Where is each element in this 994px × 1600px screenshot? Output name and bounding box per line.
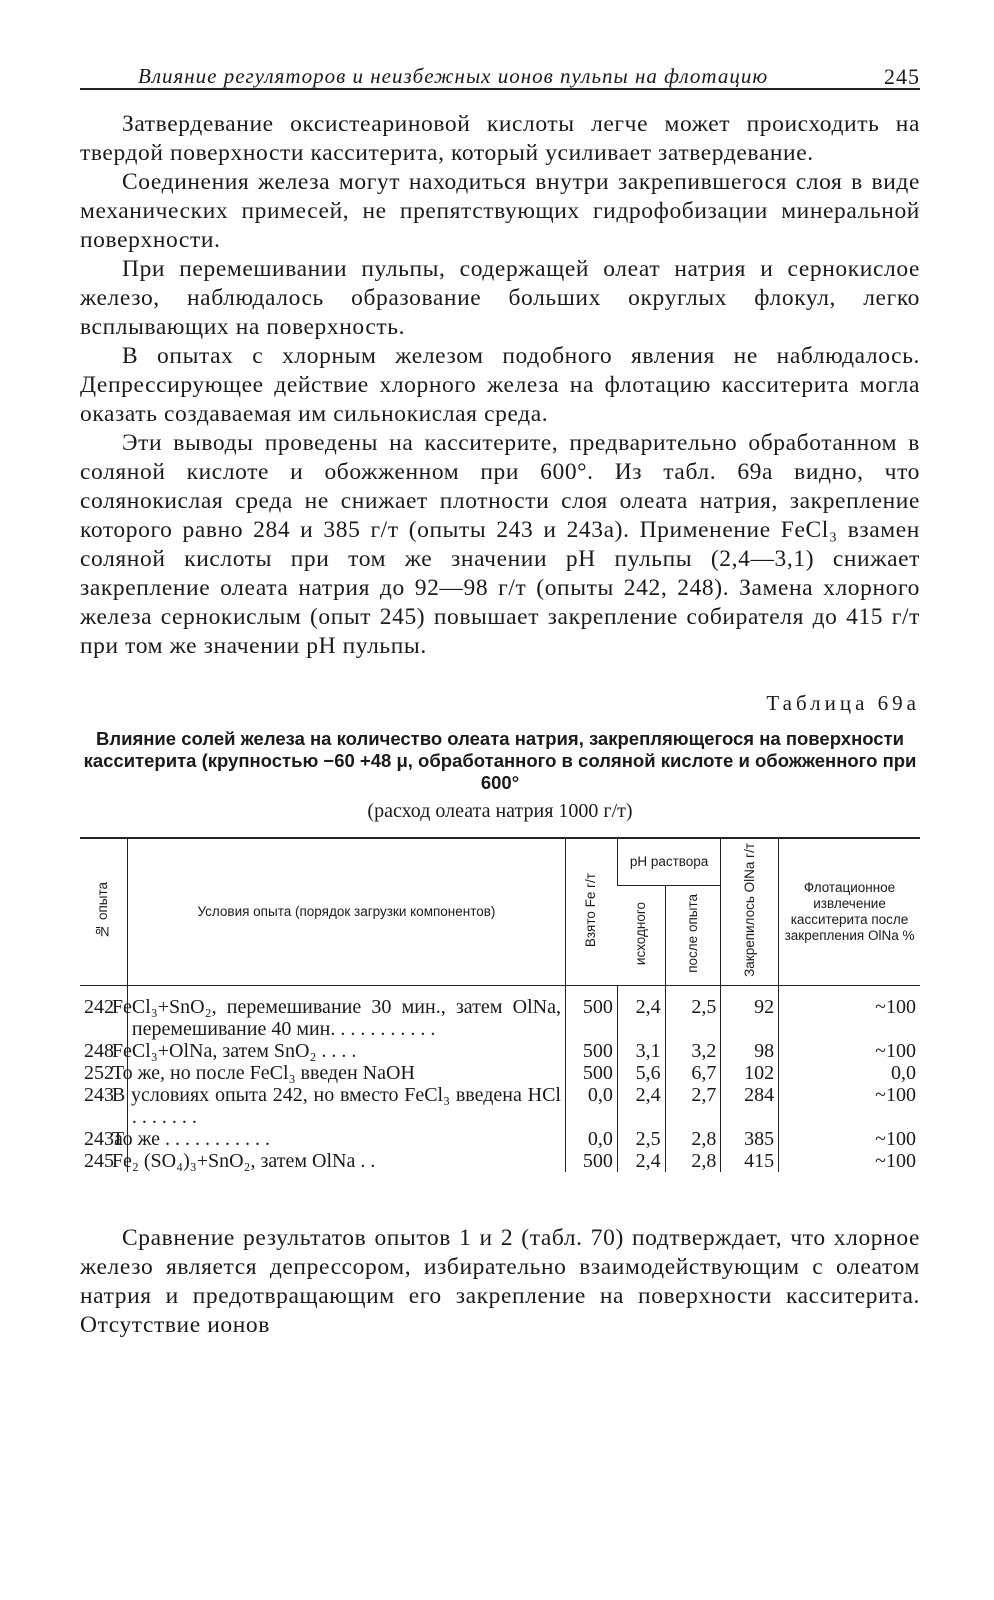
table-label: Таблица 69а <box>766 691 920 715</box>
paragraph: В опытах с хлорным железом подобного явления не наблюдалось. Депрессирующее действие хлорного железа на флотацию касситерита могла оказать создаваемая им сильнокислая среда. <box>80 343 920 427</box>
page-number: 245 <box>884 64 920 89</box>
paragraph: При перемешивании пульпы, содержащей олеат натрия и сернокислое железо, наблюдалось образование больших округлых флокул, легко всплывающих на поверхность. <box>80 256 920 340</box>
table-subtitle: (расход олеата натрия 1000 г/т) <box>367 800 633 822</box>
running-title: Влияние регуляторов и неизбежных ионов пульпы на флотацию <box>138 64 769 88</box>
book-page <box>80 48 920 1340</box>
header-conditions: Условия опыта (порядок загрузки компонентов) <box>127 838 565 985</box>
table-row: 245 Fe₂ (SO₄)₃+SnO₂, затем ОlNa . . 500 2,4 2,8 415 ~100 <box>80 1150 920 1172</box>
header-ph-after: после опыта <box>665 885 721 985</box>
paragraph: Затвердевание оксистеариновой кислоты легче может происходить на твердой поверхности касситерита, который усиливает затвердевание. <box>80 111 920 166</box>
table-title: Влияние солей железа на количество олеата натрия, закрепляющегося на поверхности касситерита (крупностью −60 +48 μ, обработанного в соляной кислоте и обожженного при 600° <box>83 728 917 793</box>
body-text-bottom <box>80 1224 920 1340</box>
paragraph: Эти выводы проведены на касситерите, предварительно обработанном в соляной кислоте и обожженном при 600°. Из табл. 69а видно, что солянокислая среда не снижает плотности слоя олеата натрия, закрепление которого равно 284 и 385 г/т (опыты 243 и 243а). Применение FeCl₃ взамен соляной кислоты при том же значении рН пульпы (2,4—3,1) снижает закрепление олеата натрия до 92—98 г/т (опыты 242, 248). Замена хлорного железа сернокислым (опыт 245) повышает закрепление собирателя до 415 г/т при том же значении рН пульпы. <box>80 430 920 659</box>
body-text <box>80 110 920 661</box>
table-row: 248 FeCl₃+ОlNa, затем SnO₂ . . . . 500 3,1 3,2 98 ~100 <box>80 1040 920 1062</box>
header-fixed: Закрепилось ОlNa г/т <box>721 838 779 985</box>
paragraph: Сравнение результатов опытов 1 и 2 (табл. 70) подтверждает, что хлорное железо является депрессором, избирательно взаимодействующим с олеатом натрия и предотвращающим его закрепление на поверхности касситерита. Отсутствие ионов <box>80 1224 920 1338</box>
table-row: 242 FeCl₃+SnO₂, перемешивание 30 мин., затем ОlNa, перемешивание 40 мин. . . . . . . . . . . 500 2,4 2,5 92 ~100 <box>80 985 920 1040</box>
header-ph-group: рН раствора <box>617 838 721 885</box>
data-table <box>80 837 920 1172</box>
header-recovery: Флотационное извлечение касситерита после закрепления ОlNa % <box>779 838 920 985</box>
table-row: 243 В условиях опыта 242, но вместо FeCl₃ введена HCl . . . . . . . 0,0 2,4 2,7 284 ~100 <box>80 1084 920 1128</box>
running-head <box>80 48 920 90</box>
header-no: № опыта <box>80 838 127 985</box>
header-ph-initial: исходного <box>617 885 665 985</box>
header-fe-taken: Взято Fe г/т <box>565 838 617 985</box>
table-row: 243а То же . . . . . . . . . . . 0,0 2,5 2,8 385 ~100 <box>80 1128 920 1150</box>
table-row: 252 То же, но после FeCl₃ введен NaOH 500 5,6 6,7 102 0,0 <box>80 1062 920 1084</box>
paragraph: Соединения железа могут находиться внутри закрепившегося слоя в виде механических примесей, не препятствующих гидрофобизации минеральной поверхности. <box>80 169 920 253</box>
